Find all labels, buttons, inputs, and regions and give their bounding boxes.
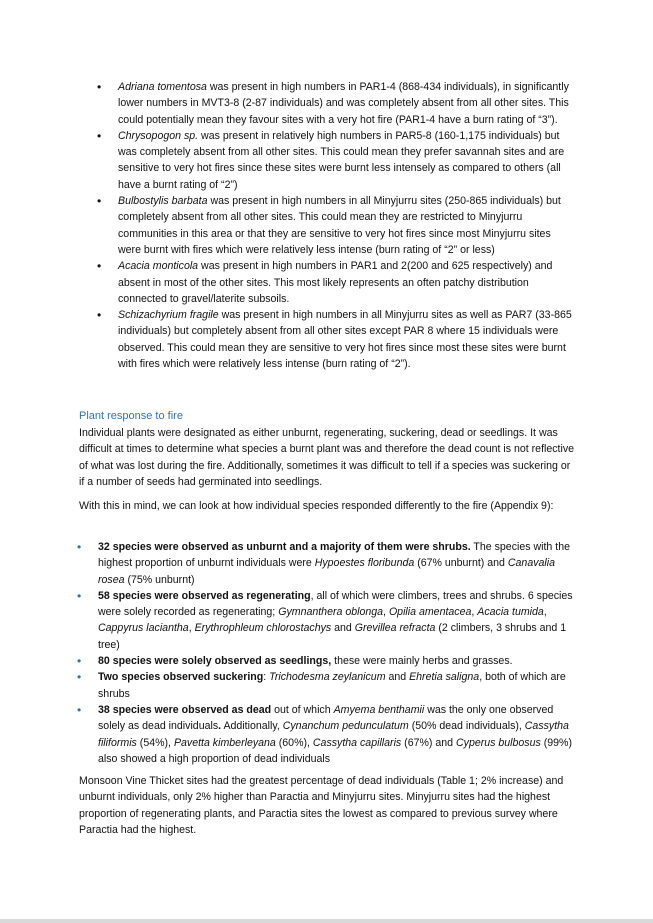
emphasis-text: Two species observed suckering xyxy=(98,671,264,684)
text-run: (67% unburnt) and xyxy=(414,557,508,570)
emphasis-text: 80 species were solely observed as seedlings, xyxy=(98,655,332,668)
text-run: (67%) and xyxy=(401,736,456,749)
species-name: Chrysopogon sp. xyxy=(118,129,199,142)
bullet-icon: • xyxy=(77,588,82,603)
text-run: The species with the highest proportion of unburnt individuals were xyxy=(98,541,570,570)
list-item-text xyxy=(118,81,569,126)
text-run: (60%), xyxy=(275,736,313,749)
text-run: out of which xyxy=(271,703,334,716)
species-name: Acacia monticola xyxy=(118,260,199,273)
list-item-text xyxy=(118,309,572,370)
list-item-text xyxy=(98,671,566,699)
list-item xyxy=(77,702,577,767)
list-item xyxy=(77,588,577,653)
text-run: these were mainly herbs and grasses. xyxy=(331,655,513,668)
bullet-icon: • xyxy=(97,128,102,143)
list-item xyxy=(77,539,577,588)
section-heading: Plant response to fire xyxy=(79,410,183,422)
text-run: was present in high numbers in all Minyjurru sites as well as PAR7 (33-865 individuals) but completely absent from all other sites except PAR 8 where 15 individuals were observed. This could mean they are sensitive to very hot fires since most these sites were burnt with fires which were relatively less intense (burn rating of “2”). xyxy=(118,309,572,371)
list-item-text xyxy=(98,541,570,586)
list-item xyxy=(97,258,575,307)
bullet-icon: • xyxy=(97,308,102,323)
fire-response-list xyxy=(77,539,577,767)
species-name: Cynanchum pedunculatum xyxy=(282,720,409,733)
species-name: Amyema benthamii xyxy=(333,703,425,716)
list-item-text xyxy=(98,704,572,765)
species-name: Opilia amentacea xyxy=(388,606,472,619)
text-run: Additionally, xyxy=(221,720,283,733)
text-run: (2 climbers, 3 shrubs and 1 tree) xyxy=(98,622,567,651)
species-name: Ehretia saligna xyxy=(409,671,480,684)
text-run: was present in high numbers in PAR1 and 2(200 and 625 respectively) and absent in most of the other sites. This most likely represents an often patchy distribution connected to gravel/laterite subsoils. xyxy=(118,260,553,305)
page-bottom-divider xyxy=(0,919,653,923)
species-list xyxy=(97,79,575,372)
list-item-text xyxy=(98,655,513,667)
species-name: Hypoestes floribunda xyxy=(314,557,415,570)
text-run: , xyxy=(471,606,478,619)
species-name: Cyperus bulbosus xyxy=(456,736,541,749)
species-name: Cassytha filiformis xyxy=(98,720,569,749)
text-run: was present in relatively high numbers in PAR5-8 (160-1,175 individuals) but was completely absent from all other sites. This could mean they prefer savannah sites and are sensitive to very hot fires since these sites were burnt less intensely as compared to others (all have a burnt rating of “2”) xyxy=(118,129,565,191)
species-name: Erythrophleum chlorostachys xyxy=(194,622,332,635)
text-run: , xyxy=(188,622,195,635)
list-item xyxy=(77,669,577,702)
species-name: Adriana tomentosa xyxy=(118,81,207,93)
list-item-text xyxy=(118,260,552,305)
text-run: , both of which are shrubs xyxy=(98,671,566,700)
text-run: : xyxy=(263,671,270,684)
text-run: and xyxy=(331,622,355,635)
species-name: Cappyrus laciantha xyxy=(98,622,189,635)
emphasis-text: 58 species were observed as regenerating xyxy=(98,589,311,602)
species-name: Bulbostylis barbata xyxy=(118,195,208,208)
bullet-icon: • xyxy=(77,670,82,685)
species-name: Schizachyrium fragile xyxy=(118,309,219,322)
list-item-text xyxy=(118,195,561,256)
list-item-text xyxy=(118,130,564,191)
text-run: (50% dead individuals), xyxy=(408,720,525,733)
species-name: Pavetta kimberleyana xyxy=(173,736,276,749)
paragraph-summary: Monsoon Vine Thicket sites had the greatest percentage of dead individuals (Table 1; 2% increase) and unburnt individuals, only 2% higher than Paractia and Minyjurru sites. Minyjurru sites had the highest proportion of regenerating plants, and Paractia sites the lowest as compared to previous survey where Paractia had the highest. xyxy=(79,775,564,836)
text-run: and xyxy=(385,671,410,684)
list-item xyxy=(97,79,575,128)
text-run: , xyxy=(383,606,389,619)
species-name: Canavalia rosea xyxy=(98,557,556,586)
paragraph-intro: Individual plants were designated as either unburnt, regenerating, suckering, dead or seedlings. It was difficult at times to determine what species a burnt plant was and therefore the dead count is not reflective of what was lost during the fire. Additionally, sometimes it was difficult to tell if a species was suckering or if a number of seeds had germinated into seedlings. xyxy=(79,427,575,488)
emphasis-text: . xyxy=(218,720,222,733)
text-run: was the only one observed solely as dead individuals xyxy=(98,703,554,733)
paragraph-appendix: With this in mind, we can look at how individual species responded differently to the fire (Appendix 9): xyxy=(79,500,554,512)
text-run: , xyxy=(543,606,547,619)
list-item-text xyxy=(98,590,573,651)
list-item xyxy=(97,307,575,372)
list-item xyxy=(97,128,575,193)
text-run: (75% unburnt) xyxy=(124,573,195,586)
list-item xyxy=(77,653,577,669)
bullet-icon: • xyxy=(77,654,82,669)
species-name: Gymnanthera oblonga xyxy=(278,606,384,619)
bullet-icon: • xyxy=(97,259,102,274)
bullet-icon: • xyxy=(77,702,82,717)
species-name: Cassytha capillaris xyxy=(312,736,402,749)
text-run: (54%), xyxy=(136,736,174,749)
text-run: was present in high numbers in all Minyjurru sites (250-865 individuals) but completely absent from all other sites. This could mean they are restricted to Minyjurru communities in this area or that they are sensitive to very hot fires since most Minyjurru sites were burnt with fires which were relatively less intense (burn rating of “2” or less) xyxy=(118,195,561,256)
list-item xyxy=(97,193,575,258)
species-name: Acacia tumida xyxy=(477,606,544,619)
text-run: (99%) also showed a high proportion of dead individuals xyxy=(98,736,572,765)
species-name: Grevillea refracta xyxy=(354,622,436,635)
species-name: Trichodesma zeylanicum xyxy=(269,671,386,684)
bullet-icon: • xyxy=(77,540,82,554)
emphasis-text: 38 species were observed as dead xyxy=(98,703,272,716)
bullet-icon: • xyxy=(97,194,102,209)
emphasis-text: 32 species were observed as unburnt and a majority of them were shrubs. xyxy=(98,541,471,553)
text-run: , all of which were climbers, trees and shrubs. 6 species were solely recorded as regenerating; xyxy=(98,589,573,619)
text-run: was present in high numbers in PAR1-4 (868-434 individuals), in significantly lower numbers in MVT3-8 (2-87 individuals) and was completely absent from all other sites. This could potentially mean they favour sites with a very hot fire (PAR1-4 have a burn rating of “3”). xyxy=(118,81,569,126)
bullet-icon: • xyxy=(97,80,102,94)
